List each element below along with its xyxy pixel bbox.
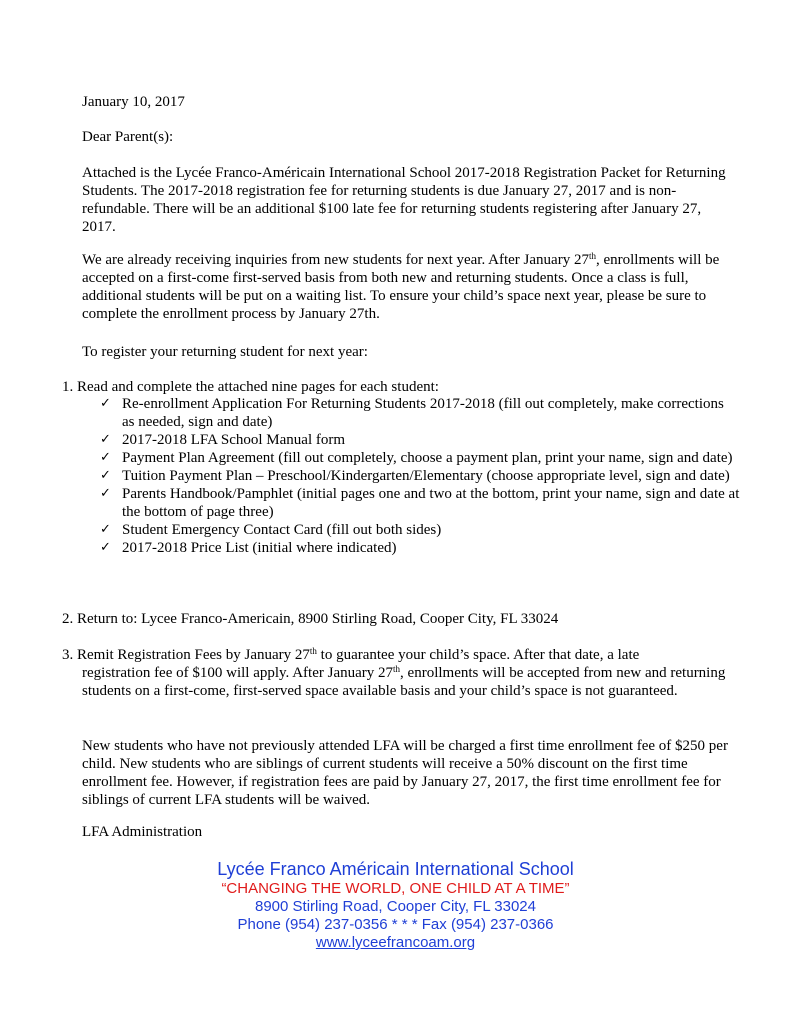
step-3-part3: registration fee of $100 will apply. After January 27 [82, 665, 394, 681]
checklist-item-text: Tuition Payment Plan – Preschool/Kindergarten/Elementary (choose appropriate level, sign and date) [122, 468, 730, 484]
ordinal-suffix: th [588, 251, 596, 261]
checklist-item [100, 485, 740, 521]
step-2: 2. Return to: Lycee Franco-Americain, 8900 Stirling Road, Cooper City, FL 33024 [62, 611, 559, 627]
signoff: LFA Administration [82, 824, 203, 840]
paragraph-inquiries [82, 251, 732, 323]
checklist-item [100, 467, 740, 485]
school-website-link[interactable]: www.lyceefrancoam.org [315, 934, 476, 951]
check-icon: ✓ [100, 396, 111, 411]
step-1: 1. Read and complete the attached nine pages for each student: [62, 379, 439, 395]
checklist-item-text: Student Emergency Contact Card (fill out both sides) [122, 522, 442, 538]
ordinal-suffix: th [309, 646, 317, 656]
checklist-item-text: Re-enrollment Application For Returning Students 2017-2018 (fill out completely, make corrections as needed, sign and date) [122, 396, 724, 430]
checklist-item-text: 2017-2018 LFA School Manual form [122, 432, 346, 448]
check-icon: ✓ [100, 486, 111, 501]
check-icon: ✓ [100, 450, 111, 465]
checklist-item [100, 521, 740, 539]
checklist-item-text: 2017-2018 Price List (initial where indicated) [122, 540, 397, 556]
step-3-part2: to guarantee your child’s space. After that date, a late [316, 647, 640, 663]
checklist-item-text: Parents Handbook/Pamphlet (initial pages one and two at the bottom, print your name, sign and date at the bottom of page three) [122, 486, 740, 520]
paragraph-intro: Attached is the Lycée Franco-Américain International School 2017-2018 Registration Packet for Returning Students. The 2017-2018 registration fee for returning students is due January 27, 2017 and is non-refundable. There will be an additional $100 late fee for returning students registering after January 27, 2017. [82, 165, 726, 235]
check-icon: ✓ [100, 432, 111, 447]
paragraph-register-intro: To register your returning student for next year: [82, 344, 368, 360]
checklist-item [100, 395, 740, 431]
school-address: 8900 Stirling Road, Cooper City, FL 33024 [255, 898, 536, 915]
checklist-item [100, 431, 740, 449]
check-icon: ✓ [100, 540, 111, 555]
checklist-item [100, 539, 740, 557]
check-icon: ✓ [100, 468, 111, 483]
step-3-part4: , enrollments will be accepted from new and returning students on a first-come, first-served space available basis and your child’s space is not guaranteed. [82, 665, 726, 699]
paragraph-new-students: New students who have not previously attended LFA will be charged a first time enrollment fee of $250 per child. New students who are siblings of current students will receive a 50% discount on the first time enrollment fee. However, if registration fees are paid by January 27, 2017, the first time enrollment fee for siblings of current LFA students will be waived. [82, 738, 728, 808]
checklist-item-text: Payment Plan Agreement (fill out completely, choose a payment plan, print your name, sign and date) [122, 450, 733, 466]
school-phone-fax: Phone (954) 237-0356 * * * Fax (954) 237-0366 [237, 916, 554, 933]
ordinal-suffix: th [393, 664, 401, 674]
step-3-continuation [62, 664, 742, 700]
document-checklist [100, 395, 740, 557]
step-3-part1: 3. Remit Registration Fees by January 27 [62, 647, 310, 663]
checklist-item [100, 449, 740, 467]
school-motto: “CHANGING THE WORLD, ONE CHILD AT A TIME” [221, 880, 570, 897]
letter-date: January 10, 2017 [82, 94, 185, 110]
check-icon: ✓ [100, 522, 111, 537]
paragraph-inquiries-part1: We are already receiving inquiries from new students for next year. After January 27 [82, 252, 589, 268]
letterhead-footer [0, 858, 791, 952]
salutation: Dear Parent(s): [82, 129, 174, 145]
step-3 [62, 646, 742, 700]
school-name: Lycée Franco Américain International School [217, 859, 574, 879]
paragraph-inquiries-part2: , enrollments will be accepted on a first-come first-served basis from both new and returning students. Once a class is full, additional students will be put on a waiting list. To ensure your child’s space next year, please be sure to complete the enrollment process by January 27th. [82, 252, 720, 322]
